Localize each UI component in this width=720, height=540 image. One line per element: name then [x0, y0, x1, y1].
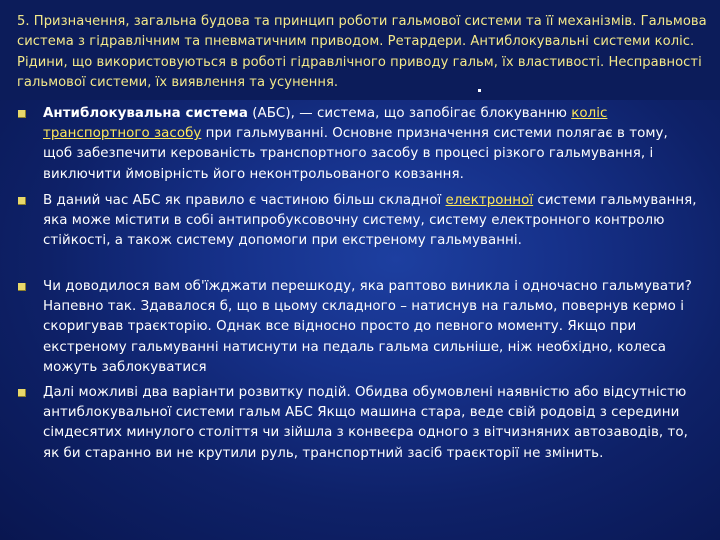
square-bullet-icon: [18, 197, 26, 205]
square-bullet-icon: [18, 389, 26, 397]
abbreviation: (АБС): [247, 106, 291, 121]
link-wheels[interactable]: коліс транспортного засобу: [43, 106, 608, 142]
slide-title: 5. Призначення, загальна будова та принцип роботи гальмової системи та її механізмів. Гальмова система з гідравлічним та пневматичним приводом. Ретардери. Антиблокувальні системи коліс. Рідини, що використовуються в роботі гідравлічного приводу гальм, їх властивості. Несправності гальмової системи, їх виявлення та усунення.: [17, 14, 707, 91]
decorative-dot: [478, 89, 481, 92]
list-item-text: Далі можливі два варіанти розвитку подій. Обидва обумовлені наявністю або відсутністю антиблокувальної системи гальм АБС Якщо машина стара, веде свій родовід з середини сімдесятих минулого століття чи зійшла з конвеєра одного з вітчизняних автозаводів, то, як би старанно ви не крутили руль, транспортний засіб траєкторії не змінить.: [43, 385, 688, 461]
square-bullet-icon: [18, 110, 26, 118]
bold-term: Антиблокувальна система: [43, 106, 248, 121]
list-item-text: В даний час АБС як правило є частиною більш складної електронної системи гальмування, яка може містити в собі антипробуксовочну систему, систему електронного контролю стійкості, а також систему допомоги при екстреному гальмуванні.: [43, 193, 697, 249]
slide-header: [0, 0, 720, 100]
list-item-text: Антиблокувальна система (АБС), — система, що запобігає блокуванню коліс транспортного засобу при гальмуванні. Основне призначення системи полягає в тому, щоб забезпечити керованість транспортного засобу в процесі різкого гальмування, і виключити ймовірність його неконтрольованого ковзання.: [43, 106, 668, 182]
list-item-text: Чи доводилося вам об'їжджати перешкоду, яка раптово виникла і одночасно гальмувати? Напевно так. Здавалося б, що в цьому складного – натиснув на гальмо, повернув кермо і скоригував траєкторію. Однак все відносно просто до певного моменту. Якщо при екстреному гальмуванні натиснути на педаль гальма сильніше, ніж необхідно, колеса можуть заблокуватися: [43, 279, 692, 375]
square-bullet-icon: [18, 283, 26, 291]
link-electronic[interactable]: електронної: [445, 193, 534, 208]
